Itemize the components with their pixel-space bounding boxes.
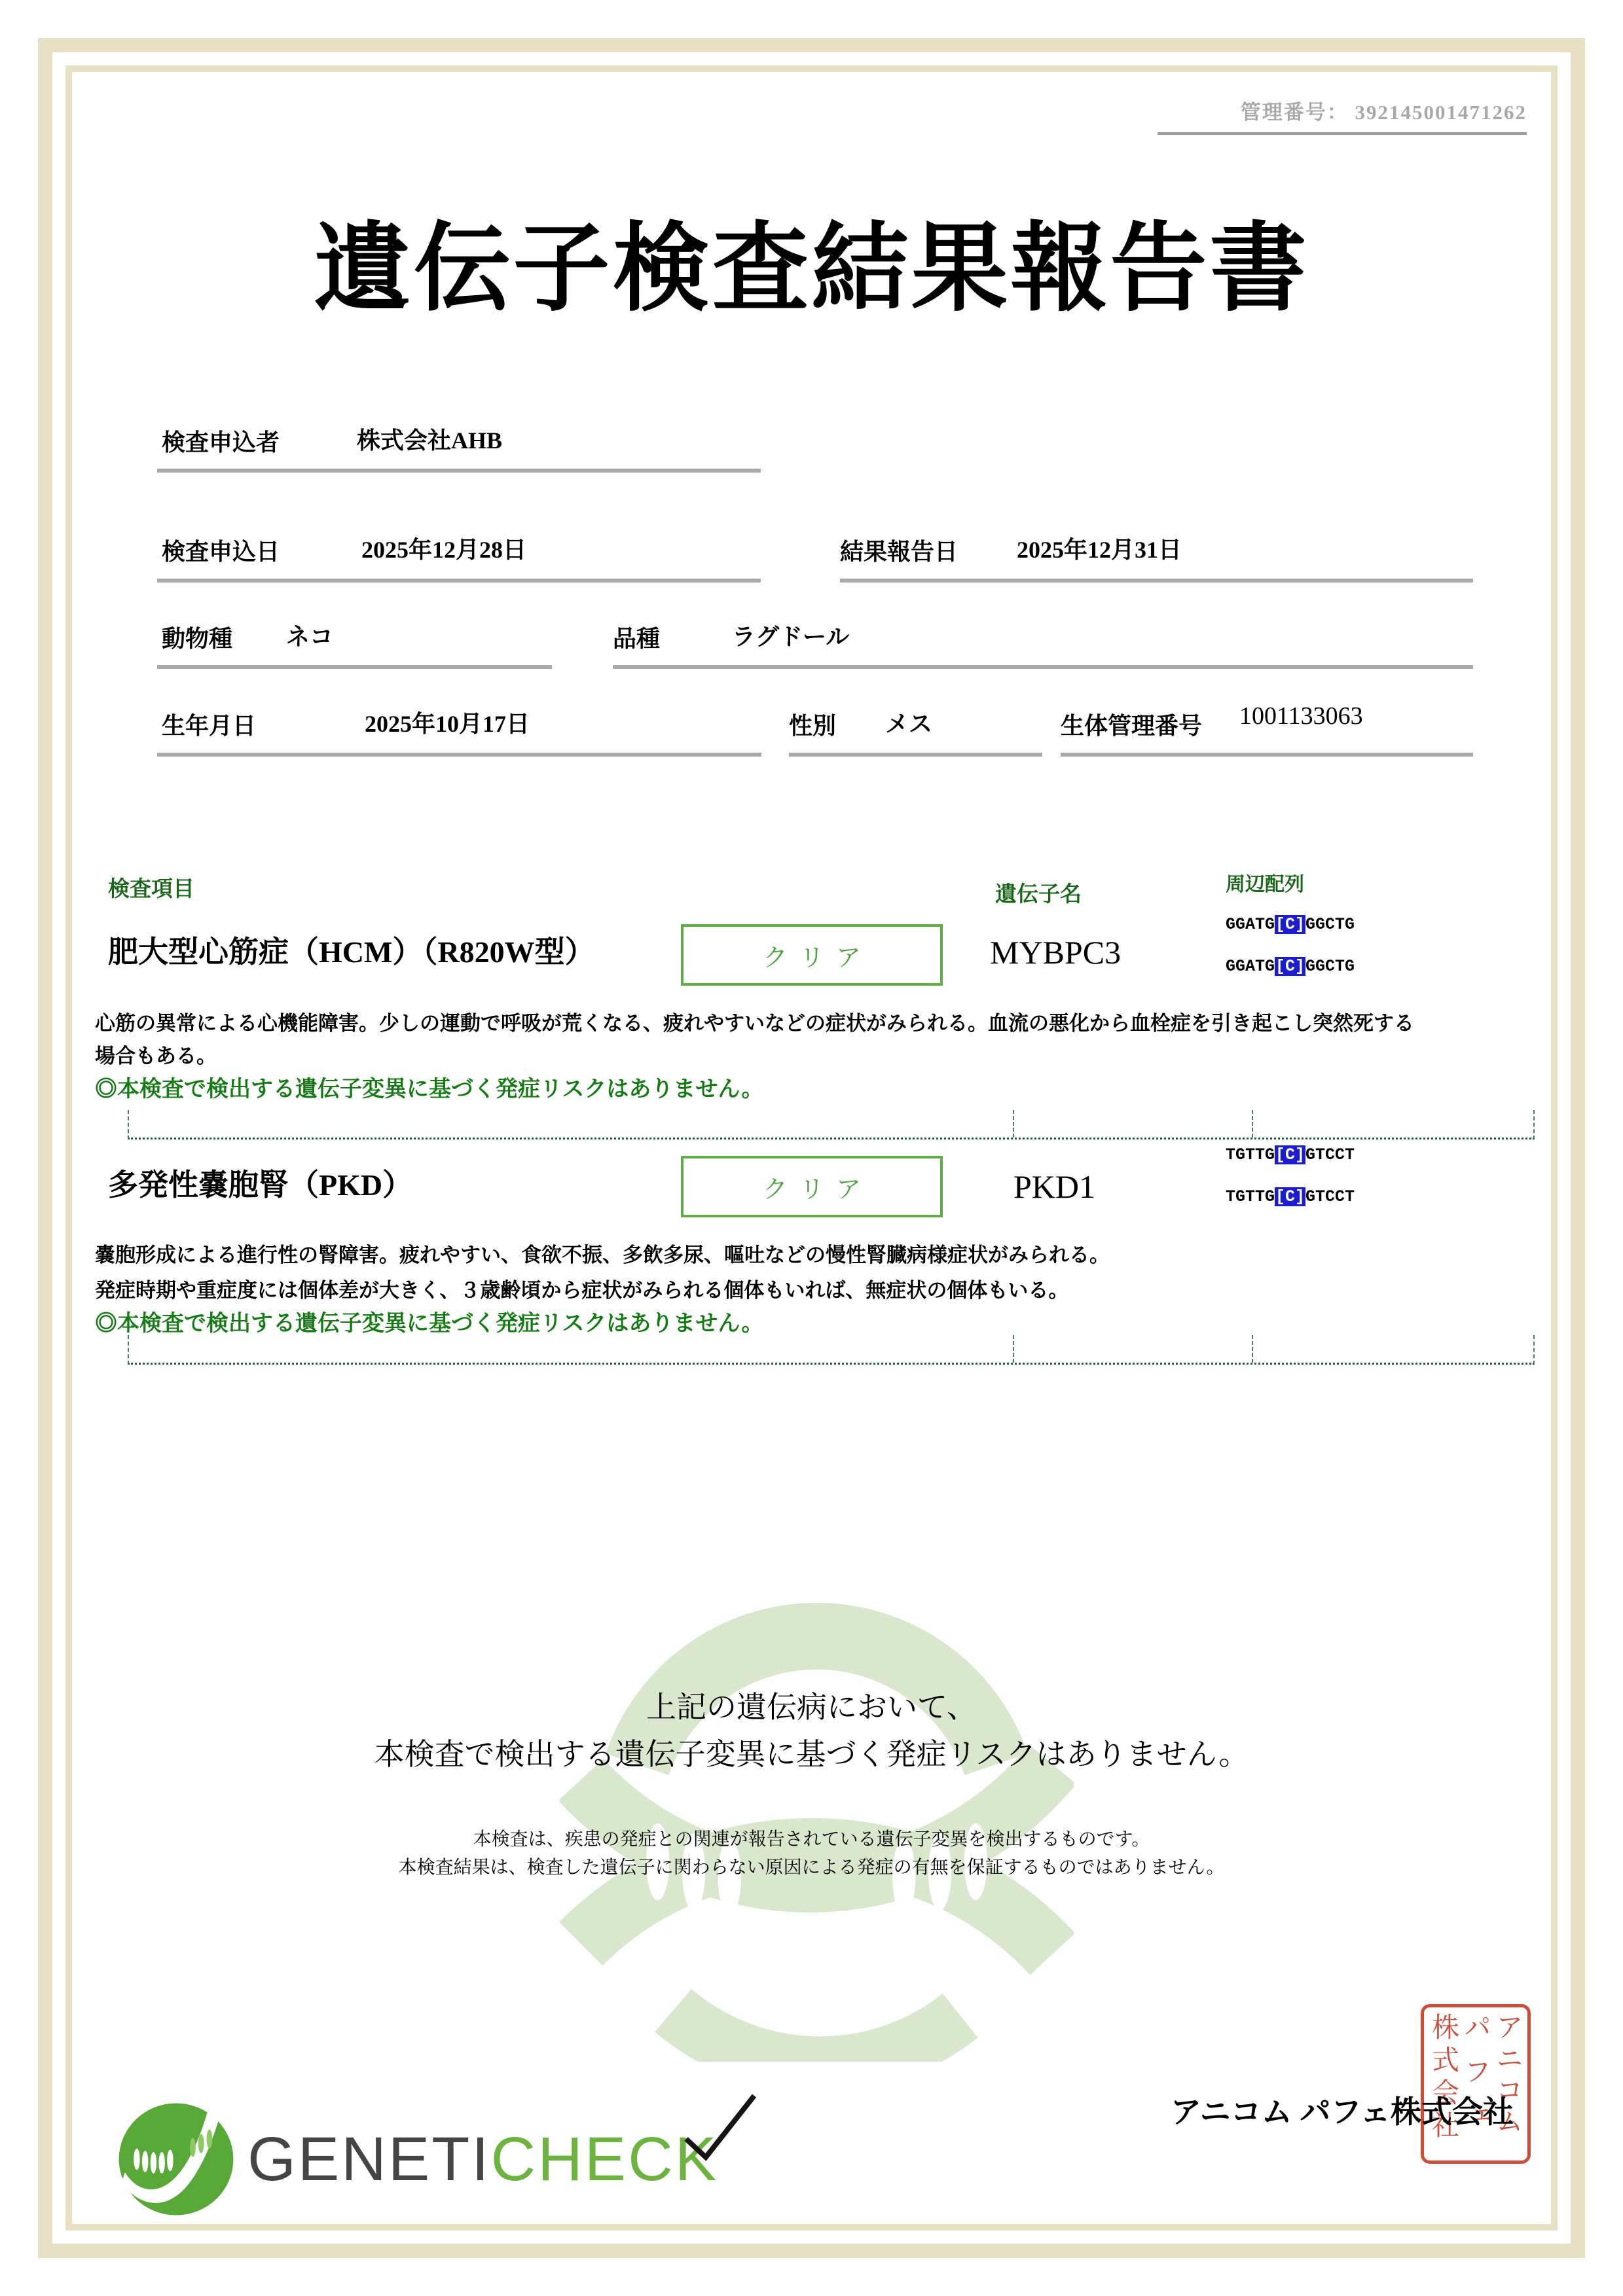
management-number-label: 管理番号： (1240, 101, 1349, 124)
stamp-column: パフェ (1460, 2013, 1490, 2146)
sequence-variant: [C] (1275, 915, 1305, 934)
sequence-variant: [C] (1275, 1145, 1305, 1164)
sequence-suffix: GTCCT (1305, 1187, 1355, 1206)
summary-line-2: 本検査で検出する遺伝子変異に基づく発症リスクはありません。 (374, 1737, 1249, 1771)
species-underline (157, 665, 552, 669)
report-date-underline (840, 579, 1473, 583)
animal-id-underline (1061, 753, 1473, 757)
gene-name: MYBPC3 (990, 934, 1122, 971)
risk-note: ◎本検査で検出する遺伝子変異に基づく発症リスクはありません。 (95, 1312, 764, 1336)
wordmark-geneti: GENETI (247, 2124, 491, 2194)
sequence-row (1226, 957, 1355, 976)
item-description-line: 場合もある。 (95, 1045, 217, 1067)
sequence-row (1226, 1187, 1355, 1206)
column-header-sequence: 周辺配列 (1226, 874, 1304, 895)
apply-date-underline (157, 579, 761, 583)
separator-tick (1252, 1110, 1253, 1138)
birthday-label: 生年月日 (162, 713, 257, 739)
test-item-name: 多発性嚢胞腎（PKD） (108, 1168, 413, 1202)
apply-date-value: 2025年12月28日 (361, 537, 527, 563)
stamp-column: 株式会社 (1428, 2013, 1458, 2144)
test-item-name: 肥大型心筋症（HCM）（R820W型） (108, 935, 595, 969)
separator-tick (1013, 1335, 1014, 1363)
sequence-suffix: GGCTG (1305, 915, 1355, 934)
sex-label: 性別 (789, 713, 837, 739)
page-title: 遺伝子検査結果報告書 (314, 216, 1309, 323)
risk-note: ◎本検査で検出する遺伝子変異に基づく発症リスクはありません。 (95, 1077, 764, 1102)
applicant-underline (157, 469, 761, 473)
geneticheck-logo (117, 2100, 718, 2219)
item-description-line: 心筋の異常による心機能障害。少しの運動で呼吸が荒くなる、疲れやすいなどの症状がみられる。血流の悪化から血栓症を引き起こし突然死する (95, 1012, 1414, 1035)
checkmark-icon (681, 2092, 759, 2170)
sequence-row (1226, 1145, 1355, 1164)
sequence-prefix: GGATG (1226, 915, 1275, 934)
result-badge-label: クリア (762, 944, 873, 972)
sequence-row (1226, 915, 1355, 934)
species-label: 動物種 (162, 626, 233, 652)
wordmark-check: CHECK (490, 2124, 719, 2194)
geneticheck-logo-icon (117, 2100, 236, 2219)
management-number-value: 392145001471262 (1355, 101, 1527, 124)
result-badge (681, 924, 943, 986)
summary-line-1: 上記の遺伝病において、 (646, 1690, 977, 1724)
sex-underline (789, 753, 1042, 757)
birthday-value: 2025年10月17日 (365, 711, 530, 737)
column-header-gene-name: 遺伝子名 (995, 883, 1082, 906)
report-date-value: 2025年12月31日 (1017, 537, 1182, 563)
sequence-prefix: TGTTG (1226, 1187, 1275, 1206)
disclaimer-line-2: 本検査結果は、検査した遺伝子に関わらない原因による発症の有無を保証するものではありません。 (398, 1857, 1225, 1877)
sequence-prefix: TGTTG (1226, 1145, 1275, 1164)
separator-tick (1013, 1110, 1014, 1138)
management-number (1241, 96, 1527, 125)
section-separator (128, 1335, 1535, 1365)
company-name: アニコム パフェ株式会社 (1171, 2096, 1514, 2130)
result-badge-label: クリア (762, 1175, 873, 1204)
birthday-underline (157, 753, 761, 757)
stamp-column: アニコム (1492, 2013, 1522, 2138)
column-header-test-item: 検査項目 (108, 878, 194, 901)
report-date-label: 結果報告日 (840, 539, 958, 565)
section-separator (128, 1110, 1535, 1139)
item-description-line: 発症時期や重症度には個体差が大きく、３歳齢頃から症状がみられる個体もいれば、無症状の個体もいる。 (95, 1279, 1069, 1302)
disclaimer-line-1: 本検査は、疾患の発症との関連が報告されている遺伝子変異を検出するものです。 (473, 1829, 1150, 1849)
geneticheck-wordmark (247, 2124, 718, 2195)
applicant-value: 株式会社AHB (357, 427, 503, 454)
sex-value: メス (885, 711, 933, 737)
sequence-variant: [C] (1275, 1187, 1305, 1206)
gene-name: PKD1 (1013, 1168, 1096, 1205)
sequence-suffix: GTCCT (1305, 1145, 1355, 1164)
apply-date-label: 検査申込日 (162, 539, 280, 565)
breed-label: 品種 (613, 626, 661, 652)
sequence-variant: [C] (1275, 957, 1305, 976)
breed-underline (613, 665, 1473, 669)
animal-id-value: 1001133063 (1239, 702, 1363, 730)
sequence-suffix: GGCTG (1305, 957, 1355, 976)
separator-tick (1252, 1335, 1253, 1363)
result-badge (681, 1156, 943, 1217)
animal-id-label: 生体管理番号 (1061, 713, 1203, 739)
management-number-underline (1158, 132, 1527, 135)
item-description-line: 嚢胞形成による進行性の腎障害。疲れやすい、食欲不振、多飲多尿、嘔吐などの慢性腎臓病様症状がみられる。 (95, 1244, 1110, 1266)
company-seal-stamp (1421, 2004, 1531, 2164)
breed-value: ラグドール (732, 624, 850, 650)
applicant-label: 検査申込者 (162, 429, 280, 456)
sequence-prefix: GGATG (1226, 957, 1275, 976)
species-value: ネコ (286, 624, 334, 650)
